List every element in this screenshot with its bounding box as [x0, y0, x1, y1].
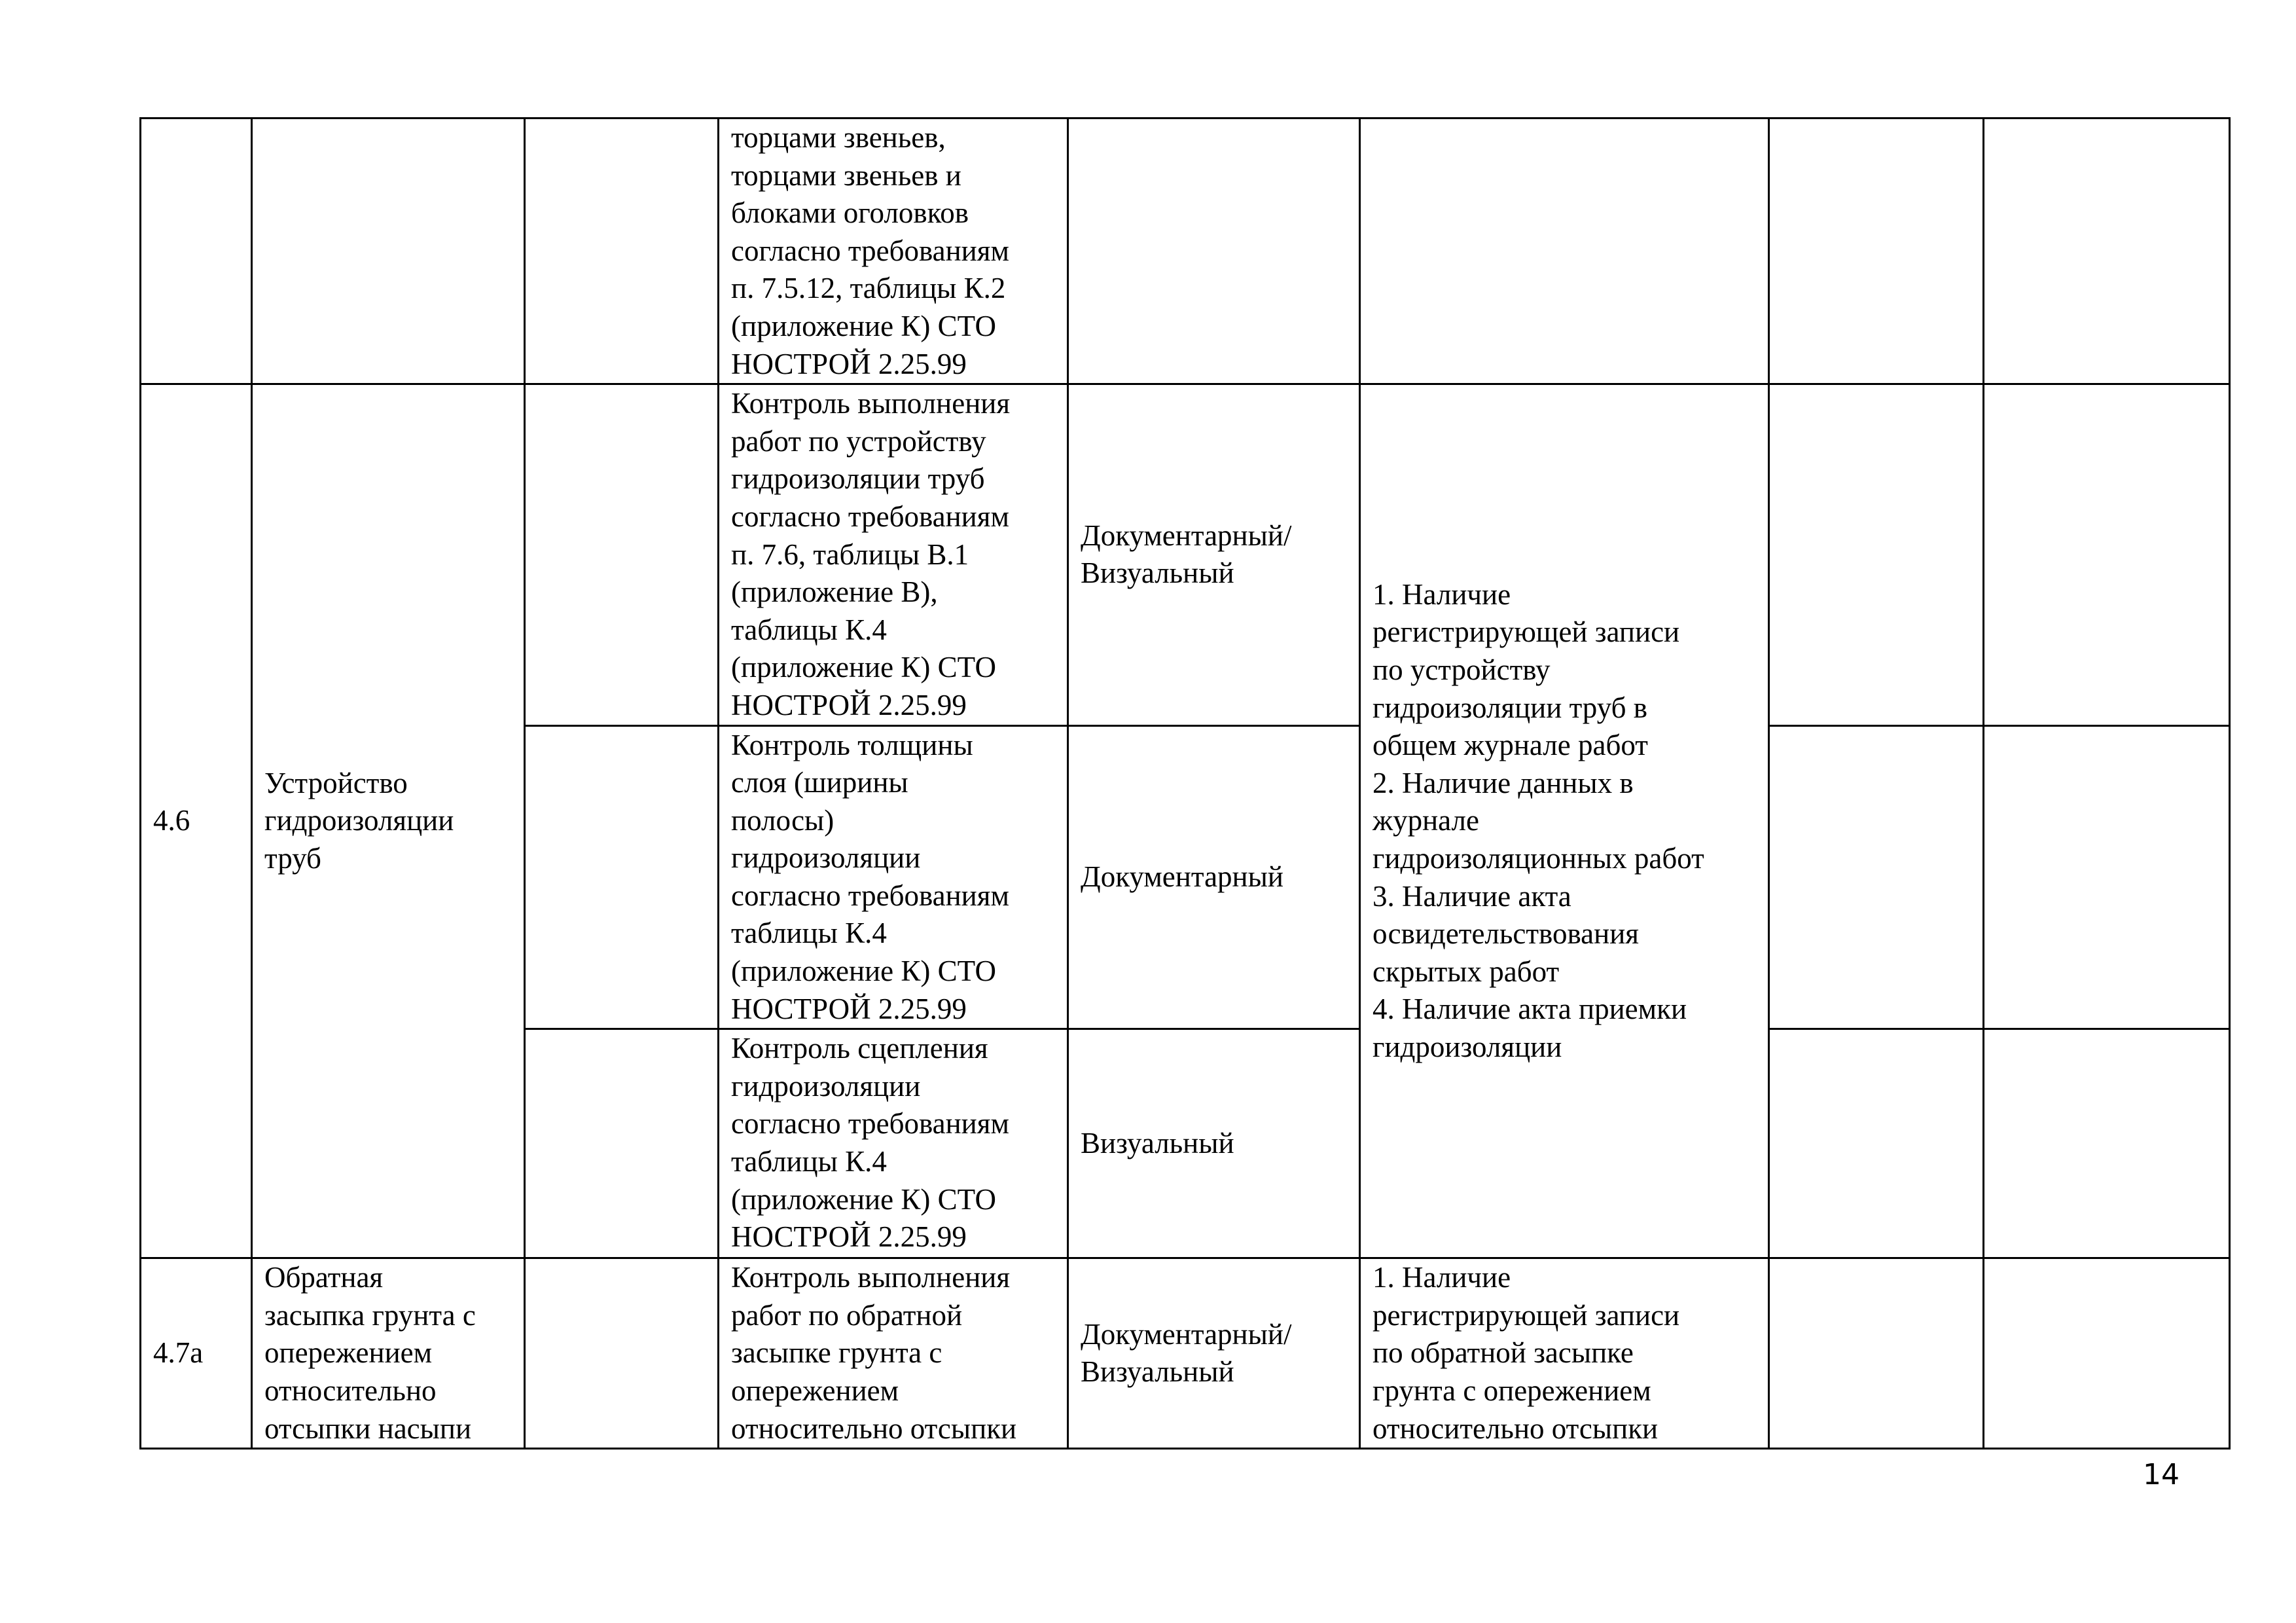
empty-cell: [525, 1258, 719, 1449]
table-row: [141, 384, 2230, 725]
records-line: 1. Наличие: [1372, 1261, 1511, 1294]
requirement-line: торцами звеньев и: [731, 158, 961, 192]
table-row: [141, 119, 2230, 384]
requirement-line: работ по устройству: [731, 424, 986, 458]
method-cell: [1068, 725, 1360, 1029]
requirement-cell: [719, 1258, 1068, 1449]
row-number: 4.6: [153, 804, 190, 837]
work-name-line: гидроизоляции: [264, 804, 454, 837]
method-cell: [1068, 384, 1360, 725]
method-cell: [1068, 1029, 1360, 1258]
requirement-line: работ по обратной: [731, 1298, 963, 1332]
method-line: Визуальный: [1081, 1126, 1234, 1159]
records-line: освидетельствования: [1372, 917, 1639, 951]
method-cell: [1068, 119, 1360, 384]
records-line: 1. Наличие: [1372, 577, 1511, 611]
requirement-line: Контроль выполнения: [731, 1261, 1011, 1294]
requirement-line: торцами звеньев,: [731, 121, 946, 154]
requirement-line: таблицы К.4: [731, 1145, 887, 1178]
work-name-cell: [252, 384, 525, 1258]
method-line: Документарный: [1081, 860, 1283, 894]
records-line: по обратной засыпке: [1372, 1336, 1634, 1370]
requirement-line: таблицы К.4: [731, 917, 887, 950]
requirement-line: слоя (ширины: [731, 766, 908, 799]
requirement-line: таблицы К.4: [731, 613, 887, 646]
work-name-cell: [252, 1258, 525, 1449]
records-cell: [1360, 384, 1769, 1258]
records-line: журнале: [1372, 804, 1479, 837]
records-line: относительно отсыпки: [1372, 1412, 1659, 1445]
requirement-line: (приложение К) СТО: [731, 309, 996, 342]
requirement-line: (приложение В),: [731, 575, 938, 609]
empty-cell: [1769, 119, 1984, 384]
number-cell: [141, 1258, 252, 1449]
table-row: [141, 1258, 2230, 1449]
requirement-line: относительно отсыпки: [731, 1412, 1017, 1445]
method-line: Визуальный: [1081, 1355, 1234, 1389]
empty-cell: [1984, 1029, 2230, 1258]
requirement-line: согласно требованиям: [731, 234, 1009, 267]
records-line: гидроизоляции: [1372, 1030, 1562, 1063]
requirement-line: согласно требованиям: [731, 1107, 1009, 1140]
method-line: Документарный/: [1081, 1317, 1292, 1351]
requirement-cell: [719, 725, 1068, 1029]
number-cell: [141, 119, 252, 384]
method-line: Документарный/: [1081, 519, 1292, 552]
records-line: 4. Наличие акта приемки: [1372, 993, 1687, 1026]
empty-cell: [525, 384, 719, 725]
work-name-line: опережением: [264, 1336, 433, 1370]
row-number: 4.7а: [153, 1336, 204, 1370]
empty-cell: [525, 119, 719, 384]
requirement-cell: [719, 1029, 1068, 1258]
empty-cell: [1769, 1029, 1984, 1258]
work-name-line: отсыпки насыпи: [264, 1412, 472, 1445]
empty-cell: [1984, 725, 2230, 1029]
requirement-cell: [719, 384, 1068, 725]
requirement-line: п. 7.6, таблицы В.1: [731, 538, 969, 571]
work-name-line: труб: [264, 842, 321, 875]
requirement-line: Контроль толщины: [731, 728, 973, 761]
records-line: 2. Наличие данных в: [1372, 766, 1634, 799]
empty-cell: [1769, 384, 1984, 725]
empty-cell: [1984, 384, 2230, 725]
records-line: регистрирующей записи: [1372, 1298, 1680, 1332]
empty-cell: [1769, 1258, 1984, 1449]
requirement-line: НОСТРОЙ 2.25.99: [731, 347, 967, 380]
requirement-line: гидроизоляции труб: [731, 462, 985, 496]
records-line: гидроизоляционных работ: [1372, 842, 1704, 875]
work-name-line: Обратная: [264, 1261, 384, 1294]
method-cell: [1068, 1258, 1360, 1449]
requirement-line: согласно требованиям: [731, 879, 1009, 912]
number-cell: [141, 384, 252, 1258]
inspection-table: [139, 117, 2231, 1450]
requirement-line: Контроль выполнения: [731, 387, 1011, 420]
requirement-line: НОСТРОЙ 2.25.99: [731, 688, 967, 721]
records-line: грунта с опережением: [1372, 1374, 1651, 1408]
method-line: Визуальный: [1081, 556, 1234, 590]
requirement-line: (приложение К) СТО: [731, 1182, 996, 1216]
requirement-line: опережением: [731, 1374, 899, 1408]
requirement-cell: [719, 119, 1068, 384]
requirement-line: засыпке грунта с: [731, 1336, 942, 1370]
requirement-line: гидроизоляции: [731, 841, 921, 875]
requirement-line: НОСТРОЙ 2.25.99: [731, 1220, 967, 1254]
requirement-line: п. 7.5.12, таблицы К.2: [731, 272, 1006, 305]
records-line: по устройству: [1372, 653, 1551, 687]
records-cell: [1360, 119, 1769, 384]
requirement-line: Контроль сцепления: [731, 1032, 988, 1065]
work-name-line: засыпка грунта с: [264, 1298, 476, 1332]
page-number: 14: [2143, 1458, 2179, 1491]
empty-cell: [525, 1029, 719, 1258]
records-line: регистрирующей записи: [1372, 615, 1680, 649]
records-line: гидроизоляции труб в: [1372, 691, 1648, 724]
records-line: скрытых работ: [1372, 955, 1560, 988]
requirement-line: полосы): [731, 803, 834, 837]
requirement-line: согласно требованиям: [731, 500, 1009, 533]
empty-cell: [1984, 119, 2230, 384]
records-line: 3. Наличие акта: [1372, 879, 1571, 913]
requirement-line: гидроизоляции: [731, 1069, 921, 1103]
work-name-line: относительно: [264, 1374, 437, 1408]
requirement-line: блоками оголовков: [731, 196, 969, 230]
requirement-line: НОСТРОЙ 2.25.99: [731, 992, 967, 1025]
work-name-line: Устройство: [264, 766, 408, 799]
records-line: общем журнале работ: [1372, 729, 1648, 762]
requirement-line: (приложение К) СТО: [731, 651, 996, 684]
records-cell: [1360, 1258, 1769, 1449]
work-name-cell: [252, 119, 525, 384]
empty-cell: [1984, 1258, 2230, 1449]
requirement-line: (приложение К) СТО: [731, 955, 996, 988]
empty-cell: [1769, 725, 1984, 1029]
empty-cell: [525, 725, 719, 1029]
